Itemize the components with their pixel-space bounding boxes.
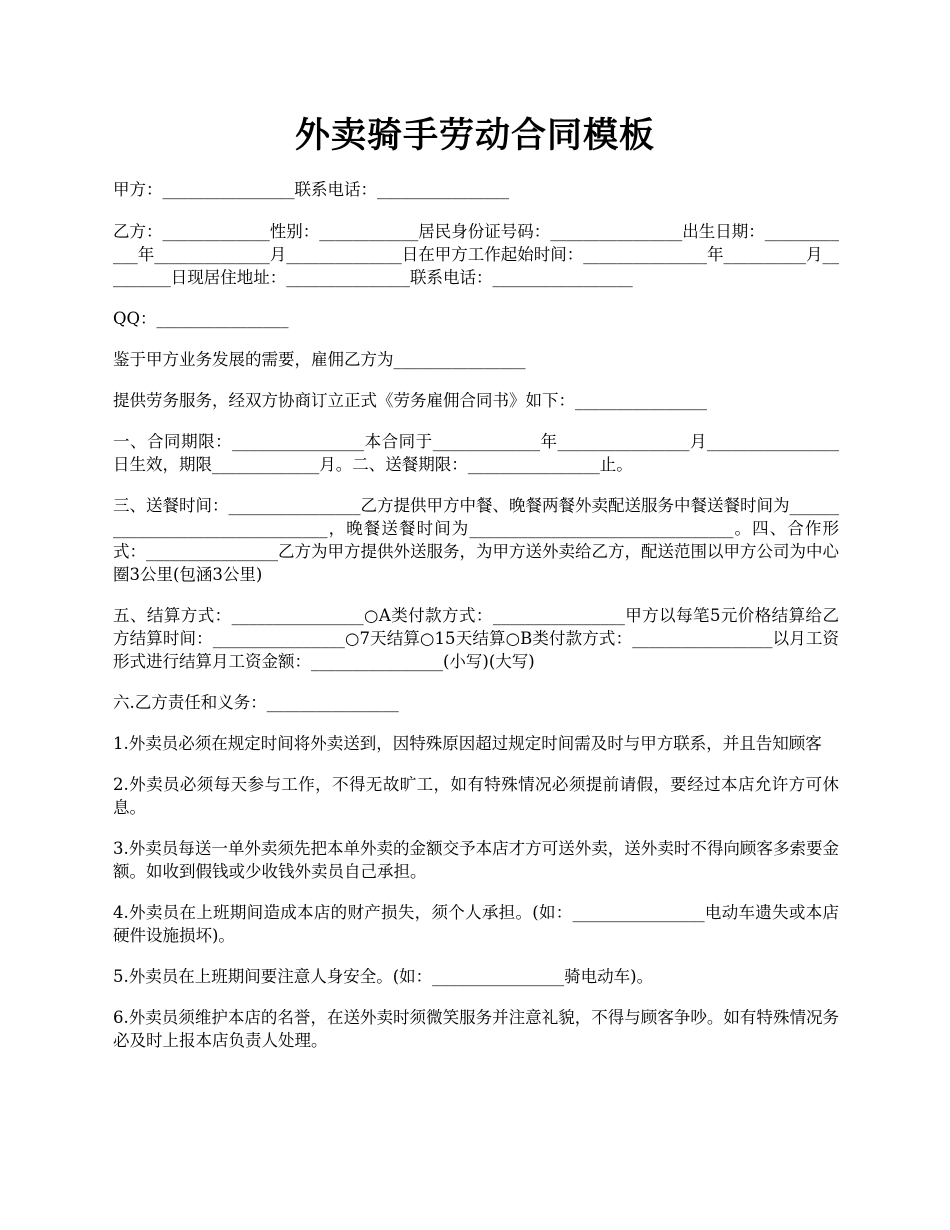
section-contract-term: 一、合同期限：________________本合同于_____________年________________月________________日生效，期限_____________月。二、送餐期限：________________止。 (113, 432, 839, 474)
duty-item-6: 6.外卖员须维护本店的名誉，在送外卖时须微笑服务并注意礼貌，不得与顾客争吵。如有特殊情况务必及时上报本店负责人处理。 (113, 1008, 839, 1050)
duty-item-1: 1.外卖员必须在规定时间将外卖送到，因特殊原因超过规定时间需及时与甲方联系，并且告知顾客 (113, 734, 822, 753)
duty-item-5: 5.外卖员在上班期间要注意人身安全。(如：________________骑电动车)。 (113, 967, 654, 986)
preamble-line-1: 鉴于甲方业务发展的需要，雇佣乙方为________________ (113, 350, 526, 369)
duty-item-3: 3.外卖员每送一单外卖须先把本单外卖的金额交予本店才方可送外卖，送外卖时不得向顾客多索要金额。如收到假钱或少收钱外卖员自己承担。 (113, 839, 839, 881)
preamble-line-2: 提供劳务服务，经双方协商订立正式《劳务雇佣合同书》如下：________________ (113, 391, 707, 410)
document-title: 外卖骑手劳动合同模板 (294, 115, 655, 156)
document-body (113, 178, 839, 1052)
section-duties-heading: 六.乙方责任和义务：________________ (113, 693, 399, 712)
section-settlement: 五、结算方式：________________○A类付款方式：________________甲方以每笔5元价格结算给乙方结算时间：________________○7天结算○15天结算○B类付款方式：_________________以月工资形式进行结算月工资金额：________________(小写)(大写) (113, 606, 839, 671)
party-a-line: 甲方：________________联系电话：________________ (113, 180, 509, 199)
qq-line: QQ：________________ (113, 309, 289, 328)
section-delivery-time: 三、送餐时间：________________乙方提供甲方中餐、晚餐两餐外卖配送服务中餐送餐时间为________________________________，晚餐送餐时间为________________________________。四、合作形式：________________乙方为甲方提供外送服务，为甲方送外卖给乙方，配送范围以甲方公司为中心圈3公里(包涵3公里) (113, 496, 839, 584)
duty-item-2: 2.外卖员必须每天参与工作，不得无故旷工，如有特殊情况必须提前请假，要经过本店允许方可休息。 (113, 775, 839, 817)
party-b-block: 乙方：_____________性别：____________居民身份证号码：________________出生日期：____________年______________月______________日在甲方工作起始时间：_______________年__________月_________日现居住地址：_______________联系电话：_________________ (113, 222, 839, 287)
duty-item-4: 4.外卖员在上班期间造成本店的财产损失，须个人承担。(如：________________电动车遗失或本店硬件设施损坏)。 (113, 903, 839, 945)
